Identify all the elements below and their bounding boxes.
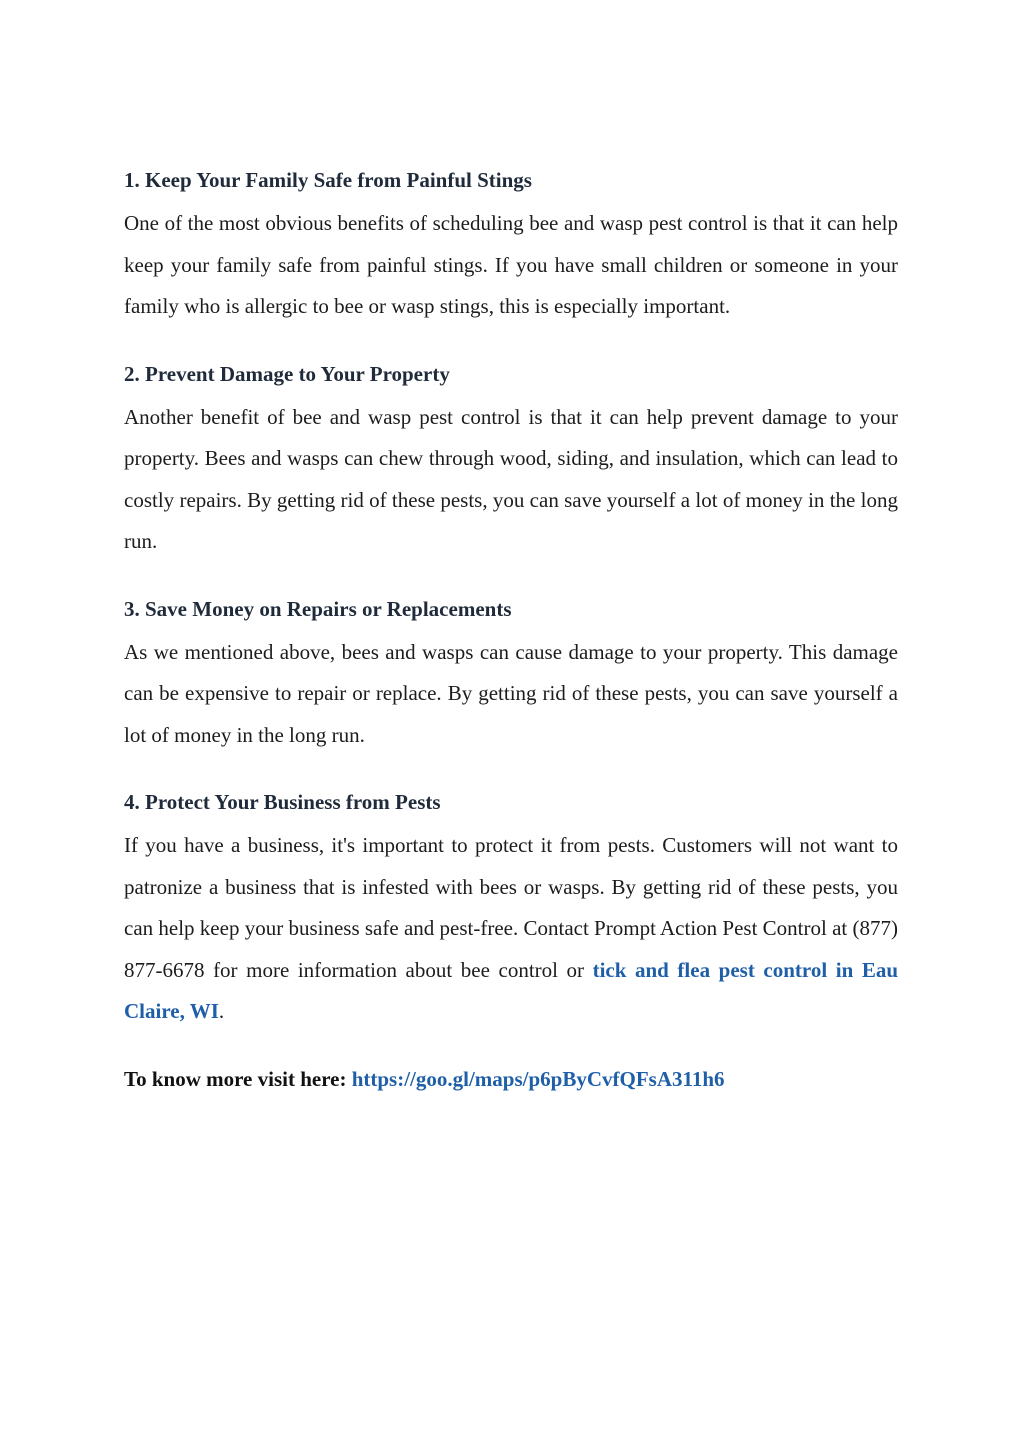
section-heading: 2. Prevent Damage to Your Property (124, 361, 450, 386)
paragraph-text-end: . (218, 999, 225, 1023)
section-paragraph: One of the most obvious benefits of scheduling bee and wasp pest control is that it can help keep your family safe from painful stings. If you have small children or someone in your family who is allergic to bee or wasp stings, this is especially important. (124, 211, 898, 318)
section-save-money (124, 591, 898, 757)
maps-url-link[interactable]: https://goo.gl/maps/p6pByCvfQFsA311h6 (351, 1066, 725, 1091)
paragraph-text: If you have a business, it's important to protect it from pests. Customers will not want to patronize a business that is infested with bees or wasps. By getting rid of these pests, you can help keep your business safe and pest-free. Contact Prompt Action Pest Control at (877) 877-6678 for more information about bee control or (124, 833, 898, 982)
pest-control-link[interactable]: tick and flea pest control in Eau Claire, WI (124, 957, 898, 1023)
section-paragraph: As we mentioned above, bees and wasps can cause damage to your property. This damage can be expensive to repair or replace. By getting rid of these pests, you can save yourself a lot of money in the long run. (124, 639, 898, 747)
section-protect-business (124, 784, 898, 1033)
footer-label: To know more visit here: (124, 1066, 352, 1091)
section-heading: 1. Keep Your Family Safe from Painful Stings (124, 168, 532, 192)
section-prevent-damage (124, 356, 898, 563)
section-paragraph: Another benefit of bee and wasp pest control is that it can help prevent damage to your property. Bees and wasps can chew through wood, siding, and insulation, which can lead to costly repairs. By getting rid of these pests, you can save yourself a lot of money in the long run. (124, 404, 898, 553)
document-page (124, 162, 898, 1097)
visit-footer (124, 1061, 898, 1097)
section-heading: 3. Save Money on Repairs or Replacements (124, 596, 512, 621)
section-heading: 4. Protect Your Business from Pests (124, 790, 441, 814)
section-paragraph (124, 825, 898, 1033)
section-family-safety (124, 162, 898, 328)
